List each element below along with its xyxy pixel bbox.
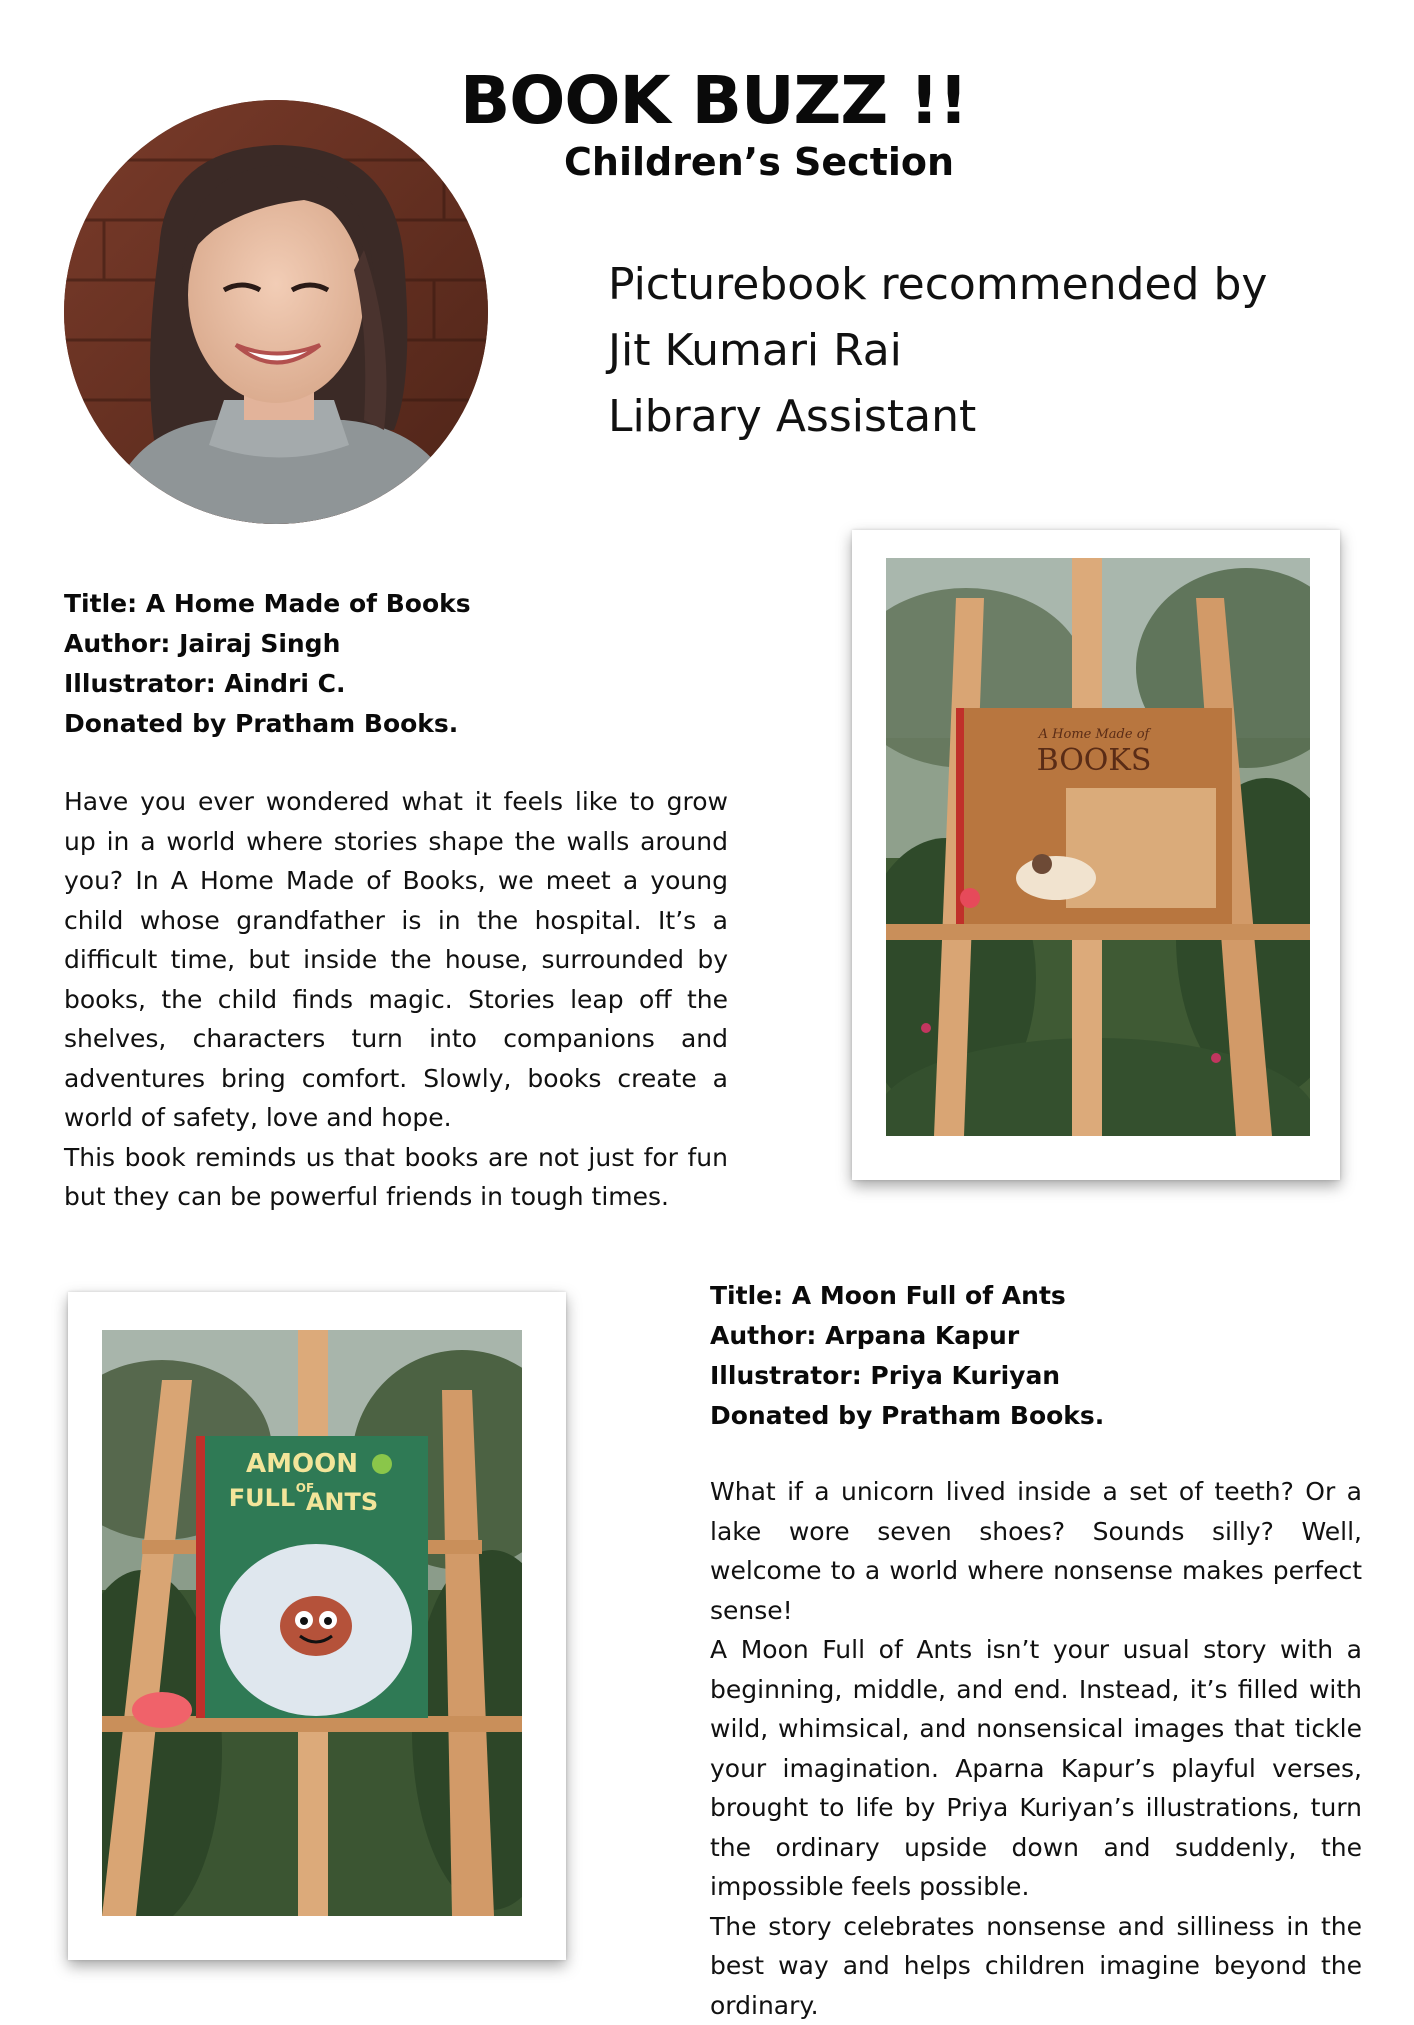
book2-paragraph: A Moon Full of Ants isn’t your usual story with a beginning, middle, and end. Instead, it’s filled with wild, whimsical, and nonsensical images that tickle your imagination. Aparna Kapur’s playful verses, brought to life by Priya Kuriyan’s illustrations, turn the ordinary upside down and suddenly, the impossible feels possible. — [710, 1630, 1362, 1907]
book2-cover-line1: AMOON — [246, 1449, 358, 1479]
book2-title: Title: A Moon Full of Ants — [710, 1276, 1104, 1316]
book2-cover-line3: ANTS — [306, 1488, 378, 1516]
recommended-by-line: Picturebook recommended by — [608, 252, 1267, 318]
book1-title: Title: A Home Made of Books — [64, 584, 471, 624]
recommendation-block — [608, 252, 1267, 450]
book2-illustrator: Illustrator: Priya Kuriyan — [710, 1356, 1104, 1396]
book2-cover-of: OF — [296, 1481, 314, 1495]
book2-details — [710, 1276, 1104, 1436]
recommender-name: Jit Kumari Rai — [608, 318, 1267, 384]
recommender-portrait — [64, 100, 488, 524]
book2-paragraph: What if a unicorn lived inside a set of teeth? Or a lake wore seven shoes? Sounds silly? Well, welcome to a world where nonsense makes perfect sense! — [710, 1472, 1362, 1630]
book1-photo-frame — [852, 530, 1340, 1180]
book2-cover-line2: FULL — [229, 1484, 295, 1512]
book1-cover-small-text: A Home Made of — [1038, 727, 1152, 742]
book2-author: Author: Arpana Kapur — [710, 1316, 1104, 1356]
book1-details — [64, 584, 471, 744]
book2-paragraph: The story celebrates nonsense and silliness in the best way and helps children imagine beyond the ordinary. — [710, 1907, 1362, 2025]
book1-donated: Donated by Pratham Books. — [64, 704, 471, 744]
book2-donated: Donated by Pratham Books. — [710, 1396, 1104, 1436]
book1-review — [64, 782, 728, 1217]
book1-illustrator: Illustrator: Aindri C. — [64, 664, 471, 704]
book1-author: Author: Jairaj Singh — [64, 624, 471, 664]
book2-review — [710, 1472, 1362, 2025]
book1-paragraph: This book reminds us that books are not just for fun but they can be powerful friends in tough times. — [64, 1138, 728, 1217]
section-subtitle: Children’s Section — [564, 140, 954, 184]
book2-photo — [102, 1330, 522, 1916]
recommender-role: Library Assistant — [608, 384, 1267, 450]
book2-photo-frame — [68, 1292, 566, 1960]
page-title: BOOK BUZZ !! — [460, 62, 1060, 139]
book1-photo — [886, 558, 1310, 1136]
book1-paragraph: Have you ever wondered what it feels like to grow up in a world where stories shape the walls around you? In A Home Made of Books, we meet a young child whose grandfather is in the hospital. It’s a difficult time, but inside the house, surrounded by books, the child finds magic. Stories leap off the shelves, characters turn into companions and adventures bring comfort. Slowly, books create a world of safety, love and hope. — [64, 782, 728, 1138]
book1-cover-big-text: BOOKS — [1037, 743, 1152, 778]
